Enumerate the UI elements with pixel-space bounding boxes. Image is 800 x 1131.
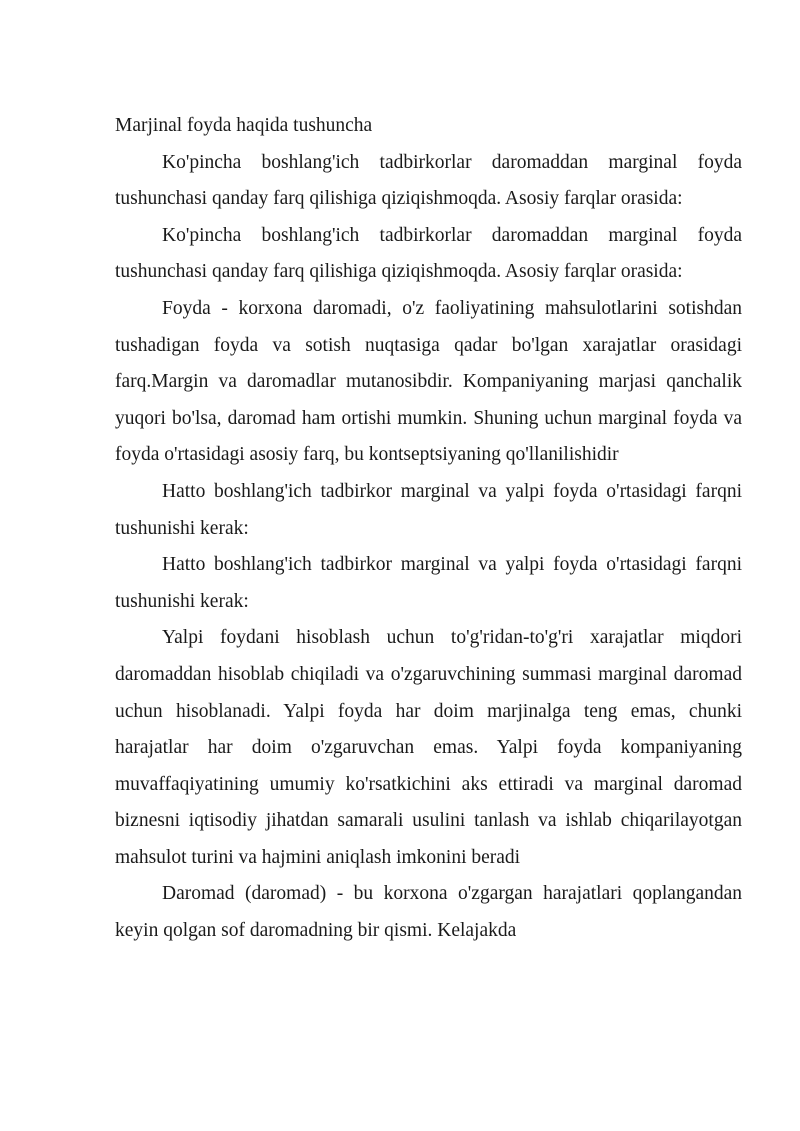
paragraph: Ko'pincha boshlang'ich tadbirkorlar daromaddan marginal foyda tushunchasi qanday farq qilishiga qiziqishmoqda. Asosiy farqlar orasida: (115, 151, 742, 210)
paragraph: Foyda - korxona daromadi, o'z faoliyatining mahsulotlarini sotishdan tushadigan foyda va sotish nuqtasiga qadar bo'lgan xarajatlar orasidagi farq.Margin va daromadlar mutanosibdir. Kompaniyaning marjasi qanchalik yuqori bo'lsa, daromad ham ortishi mumkin. Shuning uchun marginal foyda va foyda o'rtasidagi asosiy farq, bu kontseptsiyaning qo'llanilishidir (115, 297, 742, 466)
paragraph: Ko'pincha boshlang'ich tadbirkorlar daromaddan marginal foyda tushunchasi qanday farq qilishiga qiziqishmoqda. Asosiy farqlar orasida: (115, 224, 742, 283)
paragraph: Daromad (daromad) - bu korxona o'zgargan harajatlari qoplangandan keyin qolgan sof daromadning bir qismi. Kelajakda (115, 883, 742, 942)
document-body (115, 108, 742, 950)
paragraph: Hatto boshlang'ich tadbirkor marginal va yalpi foyda o'rtasidagi farqni tushunishi kerak: (115, 554, 742, 612)
paragraph: Hatto boshlang'ich tadbirkor marginal va yalpi foyda o'rtasidagi farqni tushunishi kerak: (115, 480, 742, 539)
section-heading: Marjinal foyda haqida tushuncha (115, 115, 373, 136)
paragraph: Yalpi foydani hisoblash uchun to'g'ridan-to'g'ri xarajatlar miqdori daromaddan hisoblab chiqiladi va o'zgaruvchining summasi marginal daromad uchun hisoblanadi. Yalpi foyda har doim marjinalga teng emas, chunki harajatlar har doim o'zgaruvchan emas. Yalpi foyda kompaniyaning muvaffaqiyatining umumiy ko'rsatkichini aks ettiradi va marginal daromad biznesni iqtisodiy jihatdan samarali usulini tanlash va ishlab chiqarilayotgan mahsulot turini va hajmini aniqlash imkonini beradi (115, 627, 742, 868)
